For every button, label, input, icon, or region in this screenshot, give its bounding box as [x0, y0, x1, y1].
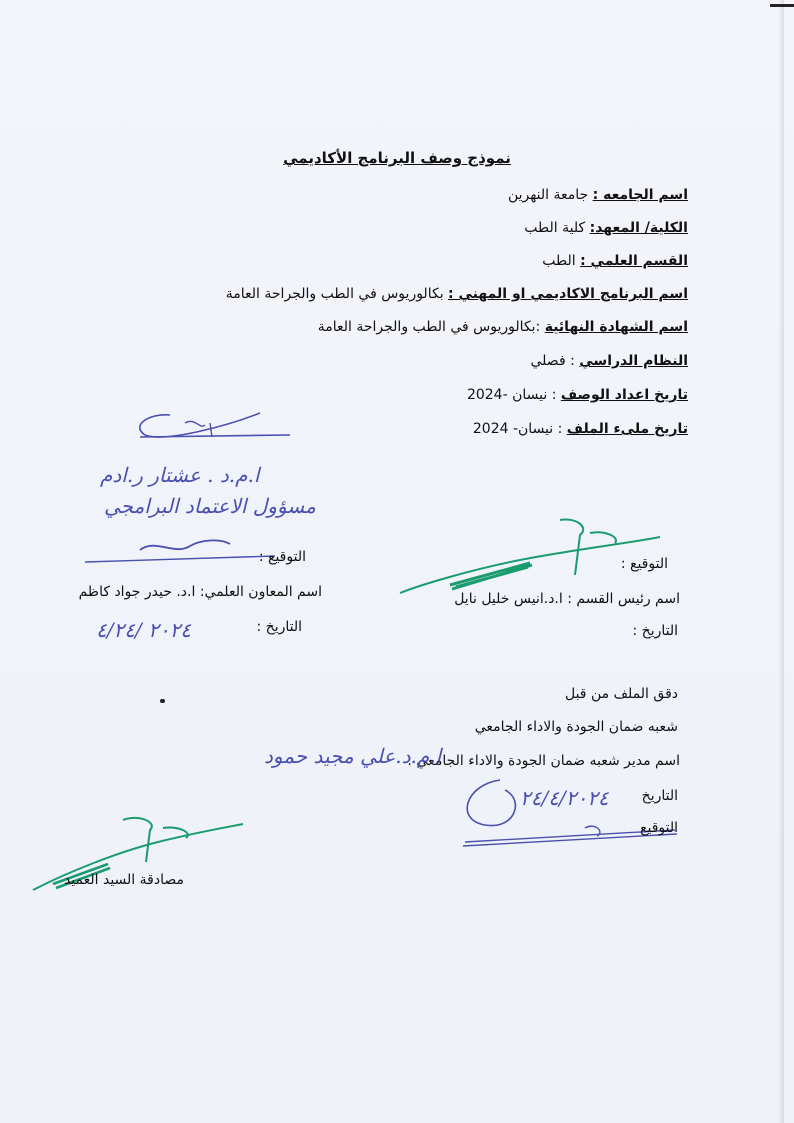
field-label: الكلية/ المعهد:: [589, 220, 688, 236]
field-label: القسم العلمي :: [580, 253, 688, 269]
associate-name-line: اسم المعاون العلمي: ا.د. حيدر جواد كاظم: [78, 584, 322, 600]
field-value: جامعة النهرين: [507, 187, 593, 203]
field-file-fill-date: [473, 420, 688, 438]
associate-date-label: التاريخ :: [256, 619, 302, 635]
head-signature-label: التوقيع :: [620, 556, 668, 572]
qa-division: شعبه ضمان الجودة والاداء الجامعي: [474, 719, 678, 735]
field-label: اسم الشهادة النهائية: [544, 319, 688, 335]
document-title: نموذج وصف البرنامج الأكاديمي: [283, 149, 511, 167]
handwritten-associate-title-1: ا.م.د . عشتار ر.ادم: [100, 463, 260, 487]
field-study-system: [531, 352, 689, 370]
qa-date-label: التاريخ: [641, 788, 678, 804]
qa-checked-by: دقق الملف من قبل: [564, 686, 678, 702]
field-label: تاريخ اعداد الوصف: [560, 387, 688, 403]
field-university: [508, 186, 688, 204]
associate-signature-label: التوقيع :: [258, 549, 306, 565]
field-program-name: [226, 285, 688, 303]
field-department: [542, 252, 688, 270]
dean-approval-label: مصادقة السيد العميد: [63, 872, 184, 888]
qa-signature-label: التوقيع: [640, 820, 678, 836]
field-value: الطب: [542, 253, 581, 269]
field-label: تاريخ ملىء الملف: [566, 421, 688, 437]
field-label: اسم البرنامج الاكاديمي او المهني :: [448, 286, 688, 302]
handwritten-associate-title-2: مسؤول الاعتماد البرامجي: [104, 494, 316, 518]
handwritten-qa-manager: ا.م.د.علي مجيد حمود: [264, 744, 442, 768]
scan-edge-shadow: [778, 0, 784, 1123]
scan-speck: [160, 699, 165, 703]
scan-corner-mark: [770, 4, 794, 7]
qa-manager-label: اسم مدير شعبه ضمان الجودة والاداء الجامعي :: [407, 753, 680, 769]
head-name-line: اسم رئيس القسم : ا.د.انيس خليل نايل: [454, 591, 680, 607]
head-date-label: التاريخ :: [632, 623, 678, 639]
field-final-degree: [318, 318, 688, 336]
handwritten-qa-date: ٢٤/٤/٢٠٢٤: [520, 786, 609, 810]
field-description-date: [467, 386, 688, 404]
field-value: :بكالوريوس في الطب والجراحة العامة: [317, 319, 545, 335]
field-value: بكالوريوس في الطب والجراحة العامة: [225, 286, 449, 302]
field-label: اسم الجامعه :: [592, 187, 688, 203]
field-value: : فصلي: [530, 353, 580, 369]
field-label: النظام الدراسي: [579, 353, 688, 369]
field-value: : نيسان -2024: [466, 387, 561, 403]
field-value: كلية الطب: [524, 220, 590, 236]
field-college: [524, 219, 688, 237]
field-value: : نيسان- 2024: [472, 421, 567, 437]
handwritten-associate-date: ٢٠٢٤ /٤/٢٤: [96, 618, 192, 642]
